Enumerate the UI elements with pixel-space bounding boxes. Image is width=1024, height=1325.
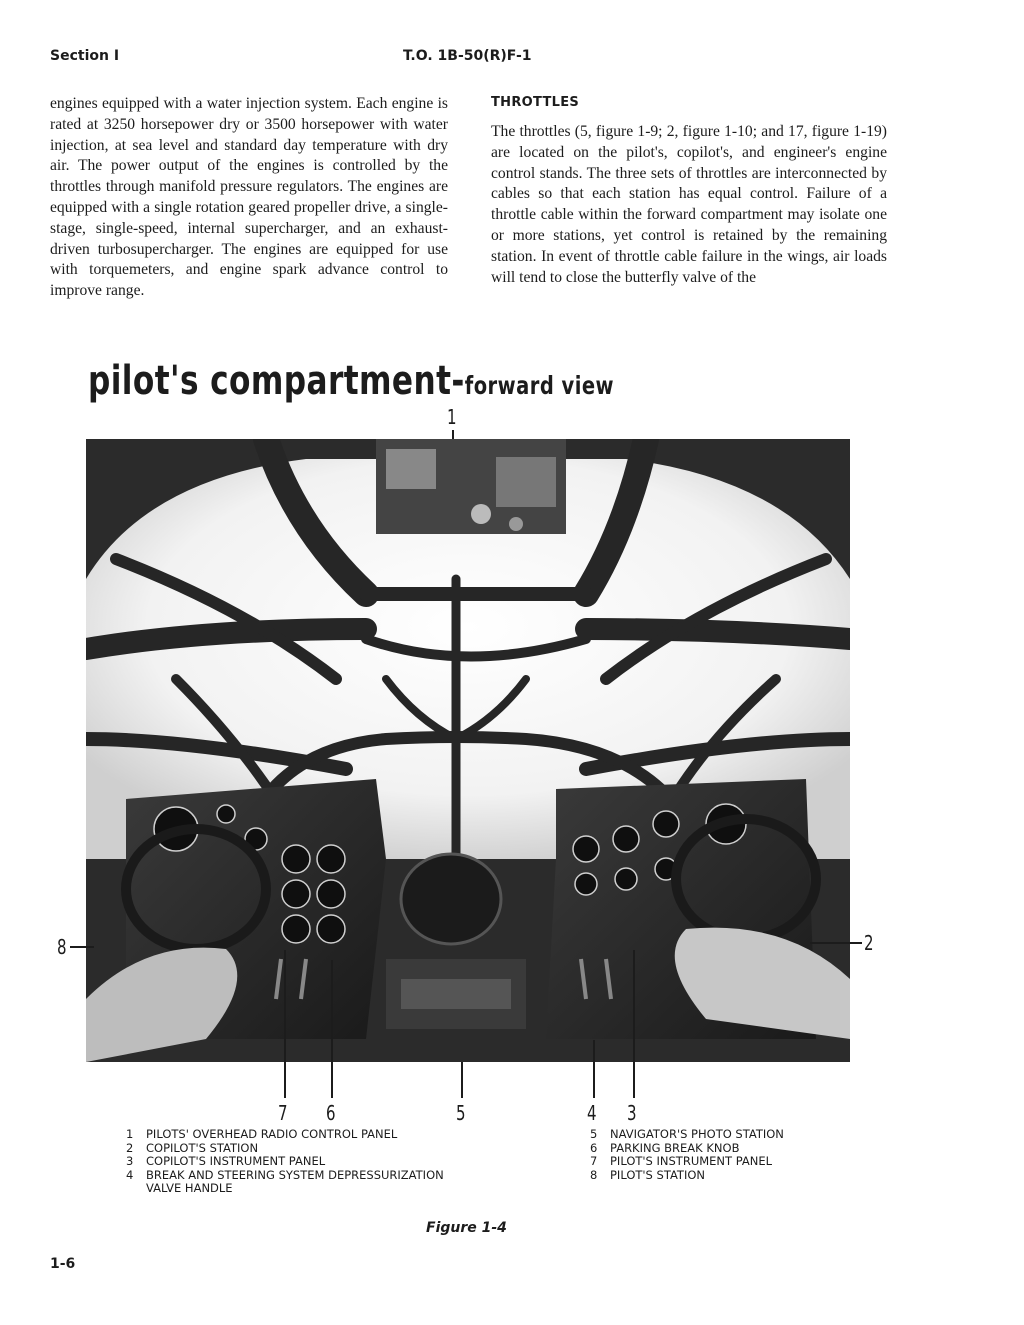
leader-line-3 — [633, 950, 635, 1098]
figure-title-main: pilot's compartment — [88, 358, 452, 404]
figure-title-dash: - — [451, 358, 465, 404]
legend-number: 2 — [126, 1140, 134, 1155]
throttles-heading: THROTTLES — [491, 95, 580, 110]
figure-title-sub: forward view — [464, 371, 615, 400]
callout-6: 6 — [326, 1101, 336, 1125]
leader-line-2 — [810, 942, 862, 944]
legend-number: 8 — [590, 1167, 598, 1182]
callout-1: 1 — [447, 405, 457, 429]
cockpit-illustration — [86, 439, 850, 1062]
legend-left — [126, 1128, 486, 1196]
page-number: 1-6 — [50, 1256, 76, 1272]
section-label: Section I — [50, 48, 120, 64]
legend-text: COPILOT'S INSTRUMENT PANEL — [146, 1154, 326, 1168]
legend-item — [126, 1142, 486, 1156]
legend-item — [590, 1155, 850, 1169]
legend-number: 3 — [126, 1154, 134, 1168]
callout-5: 5 — [456, 1101, 466, 1125]
figure-caption: Figure 1-4 — [426, 1220, 507, 1236]
legend-number: 5 — [590, 1127, 598, 1141]
legend-right — [590, 1128, 850, 1182]
leader-line-4 — [593, 1040, 595, 1098]
right-column-text — [491, 122, 887, 288]
legend-number: 1 — [126, 1127, 134, 1141]
legend-item — [590, 1128, 850, 1142]
callout-4: 4 — [587, 1101, 597, 1125]
legend-text: COPILOT'S STATION — [146, 1140, 259, 1155]
left-paragraph: engines equipped with a water injection system. Each engine is rated at 3250 horsepower dry or 3500 horsepower with water injection, at sea level and standard day temperature with dry air. The power output of the engines is controlled by the throttles through manifold pressure regulators. The engines are equipped with a single rotation geared propeller drive, a single-stage, single-speed, internal supercharger, and an exhaust-driven turbosupercharger. The engines are equipped for use with torquemeters, and engine spark advance control to improve range. — [50, 95, 448, 300]
legend-text: PILOTS' OVERHEAD RADIO CONTROL PANEL — [146, 1127, 398, 1141]
leader-line-7 — [284, 950, 286, 1098]
callout-3: 3 — [627, 1101, 637, 1125]
leader-line-6 — [331, 960, 333, 1098]
cockpit-photograph — [86, 439, 850, 1062]
callout-7: 7 — [278, 1101, 288, 1125]
document-id: T.O. 1B-50(R)F-1 — [403, 48, 532, 64]
legend-item — [590, 1142, 850, 1156]
leader-line-5 — [461, 1062, 463, 1098]
legend-text: PILOT'S STATION — [610, 1167, 705, 1182]
legend-text: PILOT'S INSTRUMENT PANEL — [610, 1154, 773, 1168]
left-column-text — [50, 94, 448, 302]
right-paragraph: The throttles (5, figure 1-9; 2, figure 1-10; and 17, figure 1-19) are located on the pilot's, copilot's, and engineer's engine control stands. The three sets of throttles are interconnected by cables so that each station has equal control. Failure of a throttle cable within the forward compartment may isolate one or more stations, yet control is retained by the remaining station. In event of throttle cable failure in the wings, air loads will tend to close the butterfly valve of the — [491, 123, 887, 286]
callout-8: 8 — [57, 935, 67, 959]
legend-item — [126, 1128, 486, 1142]
legend-text: NAVIGATOR'S PHOTO STATION — [610, 1127, 784, 1141]
legend-number: 7 — [590, 1154, 598, 1168]
leader-line-8 — [70, 946, 94, 948]
legend-text: PARKING BREAK KNOB — [610, 1140, 740, 1155]
figure-title — [88, 358, 614, 404]
legend-number: 6 — [590, 1140, 598, 1155]
legend-item — [590, 1169, 850, 1183]
callout-2: 2 — [864, 931, 874, 955]
legend-text: BREAK AND STEERING SYSTEM DEPRESSURIZATION VALVE HANDLE — [146, 1167, 444, 1195]
legend-item — [126, 1155, 486, 1169]
legend-number: 4 — [126, 1167, 134, 1182]
legend-item — [126, 1169, 486, 1196]
